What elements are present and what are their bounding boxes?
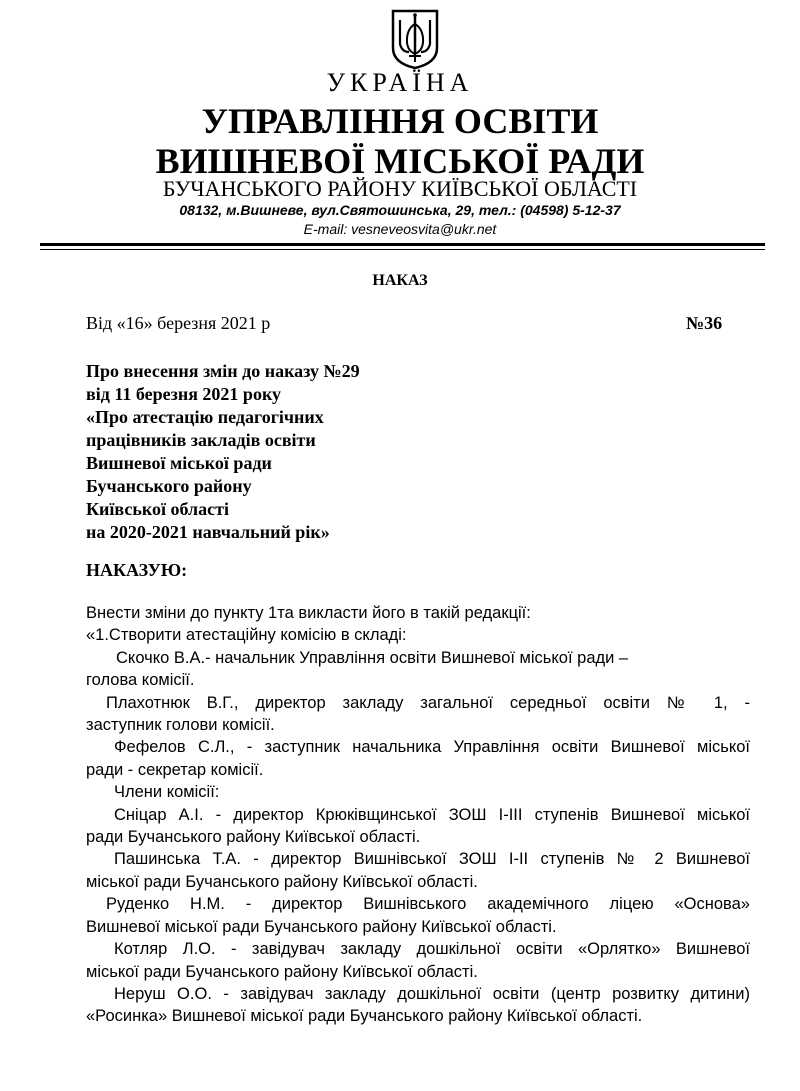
body-line: «1.Створити атестаційну комісію в складі:: [86, 626, 407, 645]
order-title: НАКАЗ: [372, 272, 428, 289]
subject-line: Про внесення змін до наказу №29: [86, 361, 360, 381]
body-line: Скочко В.А.- начальник Управління освіти Вишневої міської ради –: [116, 648, 629, 667]
subject-line: Київської області: [86, 499, 229, 519]
org-name-line1: УПРАВЛІННЯ ОСВІТИ: [201, 101, 599, 141]
body-line: Пашинська Т.А. - директор Вишнівської ЗОШ І-ІІ ступенів № 2 Вишневої: [114, 850, 750, 869]
order-date: Від «16» березня 2021 р: [86, 313, 271, 333]
body-line: Плахотнюк В.Г., директор закладу загальної середньої освіти № 1, -: [106, 693, 750, 712]
order-number: №36: [686, 313, 723, 333]
body-line: «Росинка» Вишневої міської ради Бучанського району Київської області.: [86, 1007, 643, 1026]
body-line: заступник голови комісії.: [86, 716, 275, 735]
body-line: Члени комісії:: [114, 783, 220, 802]
header-divider-thin: [40, 249, 765, 250]
body-line: міської ради Бучанського району Київської області.: [86, 962, 478, 981]
order-body: [86, 602, 750, 1028]
body-line: Фефелов С.Л., - заступник начальника Управління освіти Вишневої міської: [114, 738, 750, 757]
body-line: Вишневої міської ради Бучанського району Київської області.: [86, 917, 557, 936]
body-line: голова комісії.: [86, 671, 195, 690]
body-line: Руденко Н.М. - директор Вишнівського академічного ліцею «Основа»: [106, 895, 750, 914]
org-name-line2: ВИШНЕВОЇ МІСЬКОЇ РАДИ: [155, 141, 645, 181]
body-line: Внести зміни до пункту 1та викласти його в такій редакції:: [86, 604, 531, 622]
org-email: E-mail: vesneveosvita@ukr.net: [303, 221, 497, 237]
org-address: 08132, м.Вишневе, вул.Святошинська, 29, тел.: (04598) 5-12-37: [179, 202, 621, 218]
country-name: УКРАЇНА: [326, 68, 474, 97]
subject-line: Вишневої міської ради: [86, 453, 272, 473]
body-line: ради - секретар комісії.: [86, 760, 264, 779]
coat-of-arms-icon: [390, 8, 440, 70]
subject-line: «Про атестацію педагогічних: [86, 407, 324, 427]
subject-line: Бучанського району: [86, 476, 252, 496]
subject-line: на 2020-2021 навчальний рік»: [86, 522, 330, 542]
org-region: БУЧАНСЬКОГО РАЙОНУ КИЇВСЬКОЇ ОБЛАСТІ: [162, 176, 638, 201]
header-divider-thick: [40, 243, 765, 246]
decree-word: НАКАЗУЮ:: [86, 560, 188, 580]
body-line: Сніцар А.І. - директор Крюківщинської ЗОШ І-ІІІ ступенів Вишневої міської: [114, 805, 750, 824]
order-subject: [86, 360, 360, 544]
body-line: Котляр Л.О. - завідувач закладу дошкільної освіти «Орлятко» Вишневої: [114, 940, 750, 959]
subject-line: від 11 березня 2021 року: [86, 384, 282, 404]
body-line: ради Бучанського району Київської області.: [86, 828, 421, 847]
body-line: міської ради Бучанського району Київської області.: [86, 872, 478, 891]
subject-line: працівників закладів освіти: [86, 430, 316, 450]
body-line: Неруш О.О. - завідувач закладу дошкільної освіти (центр розвитку дитини): [114, 984, 750, 1003]
